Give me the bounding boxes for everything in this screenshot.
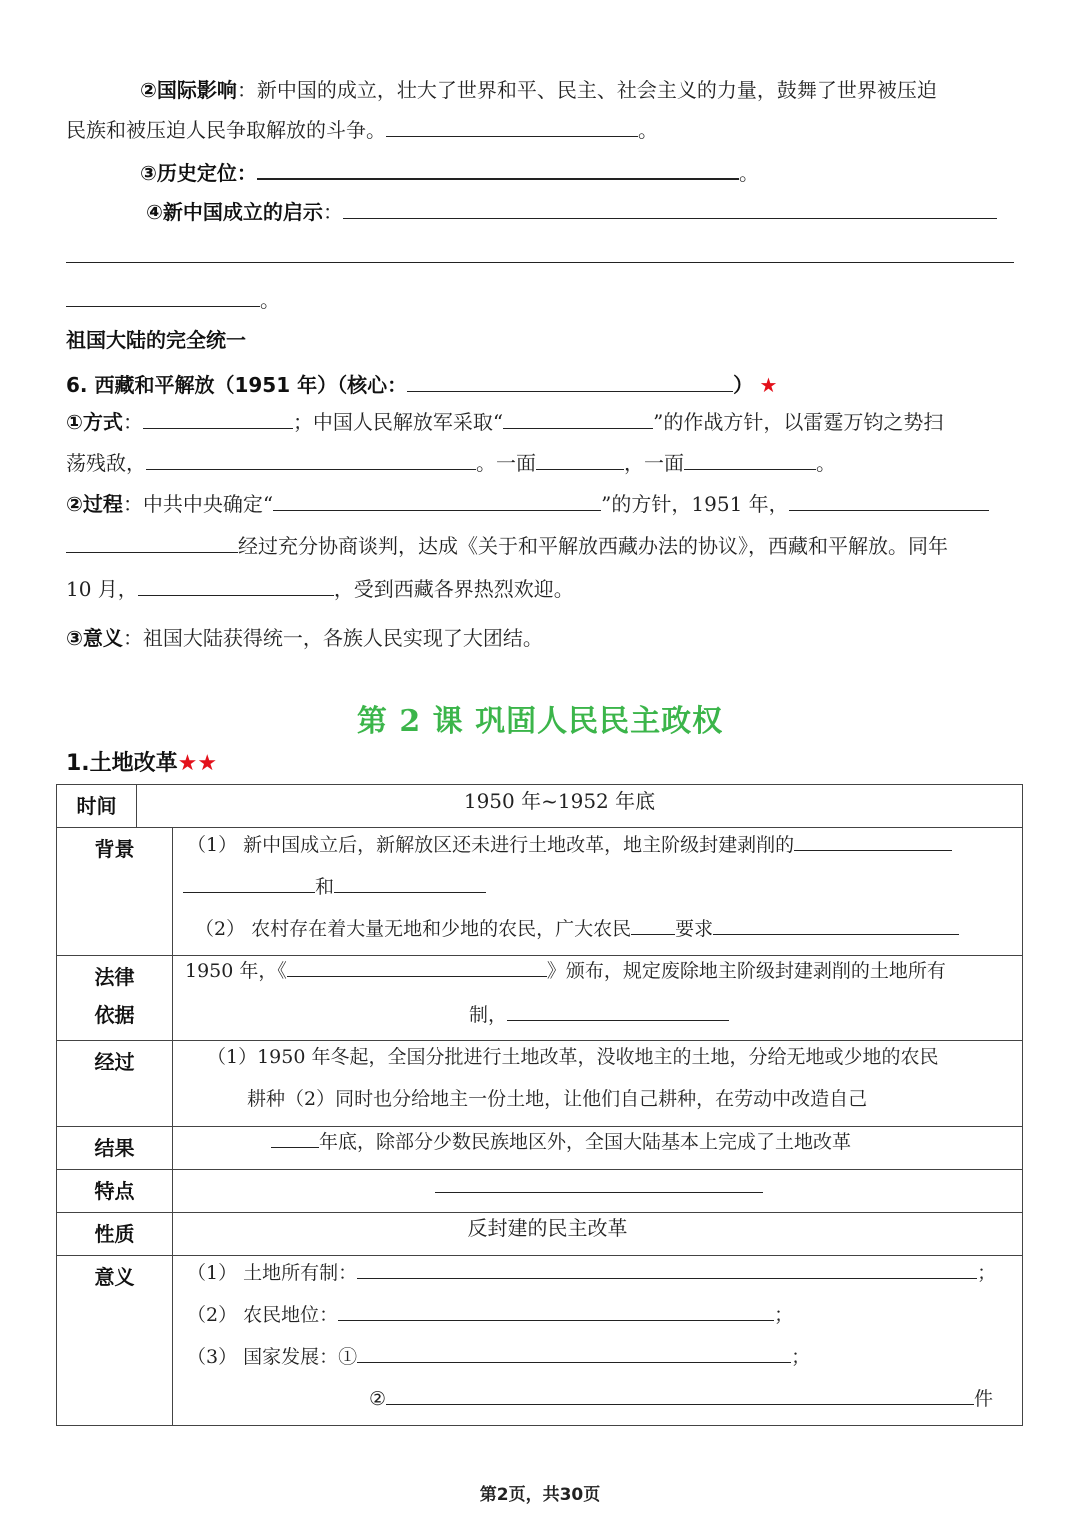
significance-end-1: ； — [977, 1262, 997, 1284]
inspiration-blank-3[interactable] — [66, 286, 260, 307]
tibet-process-blank-3[interactable] — [66, 532, 238, 553]
tibet-significance-label: ③意义 — [66, 626, 123, 650]
background-text-2: 和 — [315, 876, 335, 898]
law-line1 — [185, 956, 946, 985]
inspiration-blank-1[interactable] — [343, 198, 997, 219]
historical-position-end: 。 — [738, 161, 759, 185]
table-row-process — [57, 1041, 1023, 1127]
law-blank-1[interactable] — [287, 956, 547, 977]
intl-impact-text1: ：新中国的成立，壮大了世界和平、民主、社会主义的力量，鼓舞了世界被压迫 — [236, 78, 937, 102]
double-star-icon: ★★ — [177, 751, 218, 776]
inspiration-line1 — [146, 198, 997, 226]
result-text: 年底，除部分少数民族地区外，全国大陆基本上完成了土地改革 — [319, 1131, 852, 1153]
result-line — [271, 1127, 851, 1156]
intl-impact-text2: 民族和被压迫人民争取解放的斗争。 — [66, 118, 386, 142]
intl-impact-label: ②国际影响 — [140, 78, 237, 102]
unification-heading: 祖国大陆的完全统一 — [66, 328, 246, 352]
significance-blank-2[interactable] — [338, 1300, 774, 1321]
tibet-process-line2-text: 经过充分协商谈判，达成《关于和平解放西藏办法的协议》，西藏和平解放。同年 — [238, 534, 948, 558]
table-row-nature — [57, 1213, 1023, 1256]
background-blank-2[interactable] — [183, 872, 315, 893]
tibet-method-line2-d: 。 — [816, 451, 836, 475]
feature-line — [435, 1172, 763, 1201]
law-label — [57, 956, 173, 1041]
tibet-process-line3-a: 10 月， — [66, 577, 138, 601]
tibet-core-blank[interactable] — [407, 371, 733, 392]
background-blank-3[interactable] — [334, 872, 486, 893]
intl-impact-line2 — [66, 116, 658, 144]
tibet-process-blank-4[interactable] — [138, 575, 334, 596]
background-cell — [173, 828, 1023, 956]
tibet-process-line3 — [66, 575, 574, 603]
tibet-method-label: ①方式 — [66, 410, 123, 434]
process-label: 经过 — [57, 1041, 173, 1127]
inspiration-end: 。 — [260, 288, 280, 312]
tibet-method-after: ”的作战方针，以雷霆万钧之势扫 — [653, 410, 944, 434]
significance-text-1: （1） 土地所有制： — [187, 1262, 358, 1284]
background-blank-5[interactable] — [713, 914, 959, 935]
law-text-1b: 》颁布，规定废除地主阶级封建剥削的土地所有 — [546, 960, 946, 982]
tibet-method-line1 — [66, 408, 943, 436]
table-row-law — [57, 956, 1023, 1041]
feature-blank[interactable] — [435, 1172, 763, 1193]
intl-impact-end: 。 — [638, 118, 658, 142]
law-label-2: 依据 — [94, 1003, 135, 1027]
intl-impact-line1 — [140, 76, 937, 104]
law-line2 — [469, 1000, 729, 1029]
significance-end-3: ； — [791, 1346, 811, 1368]
tibet-process-b: ”的方针，1951 年， — [601, 492, 789, 516]
background-text-3b: 要求 — [675, 918, 714, 940]
tibet-method-line2-b: 。一面 — [476, 451, 536, 475]
significance-blank-1[interactable] — [357, 1258, 977, 1279]
law-label-1: 法律 — [94, 965, 135, 989]
tibet-process-a: ：中共中央确定“ — [122, 492, 274, 516]
process-line1: （1）1950 年冬起，全国分批进行土地改革，没收地主的土地，分给无地或少地的农民 — [207, 1046, 939, 1068]
lesson-title: 第 2 课 巩固人民民主政权 — [356, 704, 724, 739]
significance-line3 — [187, 1342, 810, 1371]
tibet-method-blank-1[interactable] — [143, 408, 293, 429]
tibet-method-line2-a: 荡残敌， — [66, 451, 146, 475]
background-blank-1[interactable] — [794, 830, 952, 851]
tibet-method-blank-4[interactable] — [536, 449, 624, 470]
time-value: 1950 年~1952 年底 — [137, 785, 1023, 828]
nature-value: 反封建的民主改革 — [173, 1213, 1023, 1256]
law-text-2: 制， — [469, 1004, 508, 1026]
inspiration-blank-2[interactable] — [66, 242, 1014, 263]
inspiration-line2 — [66, 242, 1014, 270]
tibet-process-label: ②过程 — [66, 492, 123, 516]
intl-impact-blank[interactable] — [386, 116, 638, 137]
background-text-3: （2） 农村存在着大量无地和少地的农民，广大农民 — [195, 918, 632, 940]
inspiration-label: ④新中国成立的启示 — [146, 200, 323, 224]
background-line2 — [183, 872, 486, 901]
tibet-method-colon: ： — [122, 410, 143, 434]
significance-line2 — [187, 1300, 793, 1329]
significance-cell — [173, 1256, 1023, 1426]
background-line3 — [195, 914, 959, 943]
time-label: 时间 — [57, 785, 137, 828]
page-footer: 第2页，共30页 — [479, 1485, 601, 1505]
nature-label: 性质 — [57, 1213, 173, 1256]
table-row-background — [57, 828, 1023, 956]
table-row-time — [57, 785, 1023, 828]
tibet-heading-line — [66, 371, 777, 399]
process-line2: 耕种（2）同时也分给地主一份土地，让他们自己耕种，在劳动中改造自己 — [247, 1088, 868, 1110]
table-row-result — [57, 1127, 1023, 1170]
historical-position-label: ③历史定位： — [140, 161, 257, 185]
feature-label: 特点 — [57, 1170, 173, 1213]
significance-text-2: （2） 农民地位： — [187, 1304, 339, 1326]
feature-cell — [173, 1170, 1023, 1213]
historical-position-blank[interactable] — [257, 158, 739, 180]
significance-text-3: （3） 国家发展：① — [187, 1346, 358, 1368]
historical-position-line — [140, 158, 759, 187]
result-cell — [173, 1127, 1023, 1170]
land-reform-heading: 1.土地改革 — [66, 751, 178, 776]
tibet-heading: 6. 西藏和平解放（1951 年）（核心： — [66, 373, 408, 397]
significance-end-2: ； — [774, 1304, 794, 1326]
law-blank-2[interactable] — [507, 1000, 729, 1021]
law-cell — [173, 956, 1023, 1041]
tibet-significance-text: ：祖国大陆获得统一，各族人民实现了大团结。 — [122, 626, 543, 650]
background-blank-4[interactable] — [631, 914, 675, 935]
tibet-method-line2 — [66, 449, 836, 477]
significance-label: 意义 — [57, 1256, 173, 1426]
result-blank[interactable] — [271, 1127, 319, 1148]
tibet-significance-line — [66, 624, 543, 652]
background-line1 — [187, 830, 952, 859]
land-reform-table — [56, 784, 1023, 1426]
tibet-process-line1 — [66, 490, 989, 518]
tibet-process-line3-b: ，受到西藏各界热烈欢迎。 — [333, 577, 574, 601]
background-text-1: （1） 新中国成立后，新解放区还未进行土地改革，地主阶级封建剥削的 — [187, 834, 795, 856]
tibet-method-blank-2[interactable] — [503, 408, 653, 429]
inspiration-line3 — [66, 286, 280, 314]
result-label: 结果 — [57, 1127, 173, 1170]
land-reform-heading-line — [66, 750, 217, 778]
tibet-process-blank-1[interactable] — [273, 490, 601, 511]
tibet-heading-close: ） — [733, 373, 754, 397]
significance-line4 — [369, 1384, 993, 1413]
inspiration-colon: ： — [322, 200, 343, 224]
law-text-1a: 1950 年，《 — [185, 960, 287, 982]
background-label: 背景 — [57, 828, 173, 956]
tibet-method-blank-3[interactable] — [146, 449, 476, 470]
significance-blank-3[interactable] — [357, 1342, 791, 1363]
significance-end-4: 件 — [974, 1388, 994, 1410]
tibet-method-blank-5[interactable] — [684, 449, 816, 470]
tibet-method-semi: ；中国人民解放军采取“ — [292, 410, 504, 434]
table-row-feature — [57, 1170, 1023, 1213]
tibet-method-line2-c: ，一面 — [624, 451, 684, 475]
significance-blank-4[interactable] — [386, 1384, 974, 1405]
table-row-significance — [57, 1256, 1023, 1426]
star-icon: ★ — [759, 373, 778, 397]
process-cell — [173, 1041, 1023, 1127]
tibet-process-blank-2[interactable] — [789, 490, 989, 511]
tibet-process-line2 — [66, 532, 948, 560]
significance-text-4: ② — [369, 1388, 387, 1410]
significance-line1 — [187, 1258, 996, 1287]
